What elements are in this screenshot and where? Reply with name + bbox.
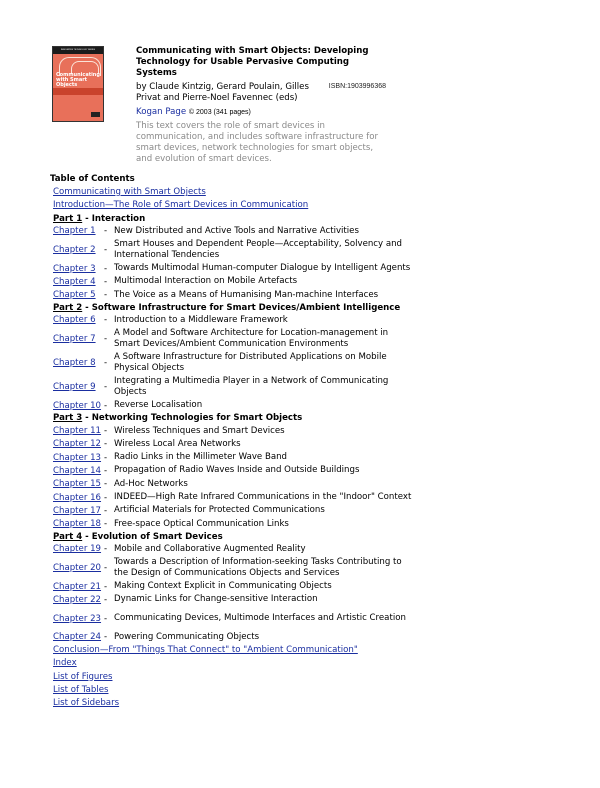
toc-back-link[interactable]: Index (53, 658, 77, 669)
chapter-dash: - (104, 479, 108, 490)
toc-back-item (53, 644, 570, 657)
chapter-dash: - (104, 632, 108, 643)
book-description: This text covers the role of smart devices in communication, and includes software infrastructure for smart devices, network technologies for smart objects, and evolution of smart devices. (136, 121, 379, 164)
chapter-link[interactable]: Chapter 17 (53, 505, 102, 516)
chapter-title: Communicating Devices, Multimode Interfaces and Artistic Creation (114, 613, 406, 624)
toc-chapter-row (53, 314, 570, 327)
chapter-dash: - (104, 426, 108, 437)
chapter-title: Wireless Techniques and Smart Devices (114, 425, 285, 436)
toc-back-link[interactable]: List of Figures (53, 671, 113, 682)
chapter-title: Powering Communicating Objects (114, 631, 260, 642)
part-title: - Networking Technologies for Smart Objects (82, 413, 303, 424)
toc-chapter-row (53, 478, 570, 491)
chapter-link[interactable]: Chapter 12 (53, 439, 102, 450)
cover-series: INNOVATIVE TECHNOLOGY SERIES (60, 49, 96, 51)
chapter-title: Wireless Local Area Networks (114, 438, 241, 449)
toc-chapter-row (53, 225, 570, 238)
book-header (52, 46, 386, 164)
chapter-link[interactable]: Chapter 8 (53, 358, 96, 369)
chapter-link[interactable]: Chapter 22 (53, 594, 102, 605)
toc-chapter-row (53, 607, 570, 631)
chapter-title: Towards a Description of Information-seeking Tasks Contributing to the Design of Communications Objects and Services (114, 557, 402, 579)
chapter-title: Ad-Hoc Networks (114, 478, 188, 489)
toc-chapter-row (53, 238, 570, 262)
chapter-link[interactable]: Chapter 7 (53, 334, 96, 345)
chapter-link[interactable]: Chapter 2 (53, 244, 96, 255)
chapter-dash: - (104, 519, 108, 530)
chapter-title: Introduction to a Middleware Framework (114, 314, 288, 325)
chapter-title: A Model and Software Architecture for Location-management in Smart Devices/Ambient Communication Environments (114, 328, 389, 350)
chapter-dash: - (104, 452, 108, 463)
toc-chapter-row (53, 375, 570, 399)
chapter-title: Propagation of Radio Waves Inside and Outside Buildings (114, 465, 360, 476)
chapter-dash: - (104, 226, 108, 237)
toc-chapter-row (53, 275, 570, 288)
chapter-dash: - (104, 465, 108, 476)
chapter-link[interactable]: Chapter 10 (53, 400, 102, 411)
toc-body (50, 186, 570, 710)
publisher-row (136, 107, 386, 118)
chapter-link[interactable]: Chapter 21 (53, 581, 102, 592)
chapter-title: Artificial Materials for Protected Communications (114, 505, 325, 516)
chapter-link[interactable]: Chapter 4 (53, 276, 96, 287)
chapter-title: Reverse Localisation (114, 400, 203, 411)
chapter-dash: - (104, 334, 108, 345)
toc-back-item (53, 671, 570, 684)
toc-chapter-row (53, 504, 570, 517)
chapter-title: Mobile and Collaborative Augmented Reality (114, 543, 306, 554)
chapter-title: Towards Multimodal Human-computer Dialogue by Intelligent Agents (114, 263, 411, 274)
cover-title: Communicating with Smart Objects (56, 72, 100, 88)
toc-front-link[interactable]: Introduction—The Role of Smart Devices in Communication (53, 200, 309, 211)
part-title: - Interaction (82, 213, 146, 224)
toc-back-item (53, 684, 570, 697)
book-title: Communicating with Smart Objects: Developing Technology for Usable Pervasive Computing Systems (136, 46, 369, 78)
toc-chapter-row (53, 424, 570, 437)
toc-chapter-row (53, 556, 570, 580)
table-of-contents (50, 173, 570, 710)
toc-part-heading (53, 531, 570, 543)
toc-chapter-row (53, 438, 570, 451)
toc-chapter-row (53, 288, 570, 301)
chapter-title: Radio Links in the Millimeter Wave Band (114, 452, 288, 463)
toc-part-heading (53, 302, 570, 314)
chapter-link[interactable]: Chapter 11 (53, 426, 102, 437)
toc-front-item (53, 199, 570, 212)
chapter-link[interactable]: Chapter 1 (53, 226, 96, 237)
chapter-dash: - (104, 315, 108, 326)
book-authors: by Claude Kintzig, Gerard Poulain, Gilles Privat and Pierre-Noel Favennec (eds) (136, 82, 309, 103)
chapter-title: Making Context Explicit in Communicating Objects (114, 581, 332, 592)
toc-chapter-row (53, 464, 570, 477)
chapter-link[interactable]: Chapter 15 (53, 479, 102, 490)
chapter-title: Free-space Optical Communication Links (114, 518, 289, 529)
toc-chapter-row (53, 631, 570, 644)
chapter-title: A Software Infrastructure for Distributed Applications on Mobile Physical Objects (114, 352, 387, 374)
publisher-logo (91, 112, 100, 117)
toc-front-item (53, 186, 570, 199)
toc-part-heading (53, 213, 570, 225)
toc-chapter-row (53, 262, 570, 275)
toc-chapter-row (53, 543, 570, 556)
part-title: - Software Infrastructure for Smart Devices/Ambient Intelligence (82, 302, 401, 313)
chapter-title: Dynamic Links for Change-sensitive Interaction (114, 594, 318, 605)
toc-chapter-row (53, 451, 570, 464)
book-isbn: ISBN:1903996368 (328, 83, 386, 90)
chapter-dash: - (104, 290, 108, 301)
toc-chapter-row (53, 351, 570, 375)
chapter-link[interactable]: Chapter 18 (53, 519, 102, 530)
chapter-link[interactable]: Chapter 6 (53, 315, 96, 326)
chapter-link[interactable]: Chapter 16 (53, 492, 102, 503)
publication-meta: © 2003 (341 pages) (188, 109, 251, 116)
chapter-title: INDEED—High Rate Infrared Communications in the "Indoor" Context (114, 492, 412, 502)
chapter-link[interactable]: Chapter 13 (53, 452, 102, 463)
chapter-dash: - (104, 244, 108, 255)
part-link[interactable]: Part 4 (53, 531, 83, 542)
part-link[interactable]: Part 2 (53, 302, 83, 313)
chapter-dash: - (104, 594, 108, 605)
book-info (136, 46, 386, 165)
authors-row (136, 82, 386, 104)
toc-back-item (53, 657, 570, 670)
chapter-title: Integrating a Multimedia Player in a Network of Communicating Objects (114, 376, 389, 398)
chapter-dash: - (104, 581, 108, 592)
toc-back-link[interactable]: List of Sidebars (53, 698, 120, 709)
toc-front-link[interactable]: Communicating with Smart Objects (53, 187, 206, 197)
chapter-dash: - (104, 439, 108, 450)
chapter-dash: - (104, 400, 108, 411)
toc-chapter-row (53, 399, 570, 412)
toc-part-heading (53, 412, 570, 424)
part-link[interactable]: Part 1 (53, 213, 83, 224)
chapter-link[interactable]: Chapter 5 (53, 290, 96, 301)
chapter-title: Multimodal Interaction on Mobile Artefacts (114, 276, 298, 287)
part-link[interactable]: Part 3 (53, 413, 83, 424)
chapter-dash: - (104, 276, 108, 287)
publisher-link[interactable]: Kogan Page (136, 107, 187, 117)
book-cover-image[interactable] (52, 46, 104, 122)
chapter-link[interactable]: Chapter 24 (53, 632, 102, 643)
chapter-title: Smart Houses and Dependent People—Acceptability, Solvency and International Tendencies (114, 238, 403, 260)
chapter-link[interactable]: Chapter 19 (53, 544, 102, 555)
toc-back-link[interactable]: Conclusion—From "Things That Connect" to "Ambient Communication" (53, 644, 358, 655)
toc-back-item (53, 697, 570, 710)
toc-chapter-row (53, 327, 570, 351)
toc-chapter-row (53, 593, 570, 606)
toc-back-link[interactable]: List of Tables (53, 684, 109, 695)
toc-heading: Table of Contents (50, 174, 135, 184)
chapter-dash: - (104, 505, 108, 516)
chapter-link[interactable]: Chapter 14 (53, 465, 102, 476)
chapter-dash: - (104, 263, 108, 274)
cover-series-band (53, 47, 103, 54)
chapter-title: The Voice as a Means of Humanising Man-machine Interfaces (114, 289, 379, 300)
part-title: - Evolution of Smart Devices (82, 531, 223, 542)
toc-chapter-row (53, 491, 570, 504)
cover-strip (53, 88, 103, 95)
chapter-dash: - (104, 563, 108, 574)
chapter-link[interactable]: Chapter 20 (53, 563, 102, 574)
chapter-link[interactable]: Chapter 23 (53, 613, 102, 624)
chapter-title: New Distributed and Active Tools and Narrative Activities (114, 225, 359, 236)
chapter-link[interactable]: Chapter 3 (53, 263, 96, 274)
chapter-dash: - (104, 492, 108, 503)
chapter-dash: - (104, 613, 108, 624)
toc-chapter-row (53, 580, 570, 593)
chapter-dash: - (104, 382, 108, 393)
toc-chapter-row (53, 517, 570, 530)
chapter-link[interactable]: Chapter 9 (53, 382, 96, 393)
chapter-dash: - (104, 544, 108, 555)
chapter-dash: - (104, 358, 108, 369)
